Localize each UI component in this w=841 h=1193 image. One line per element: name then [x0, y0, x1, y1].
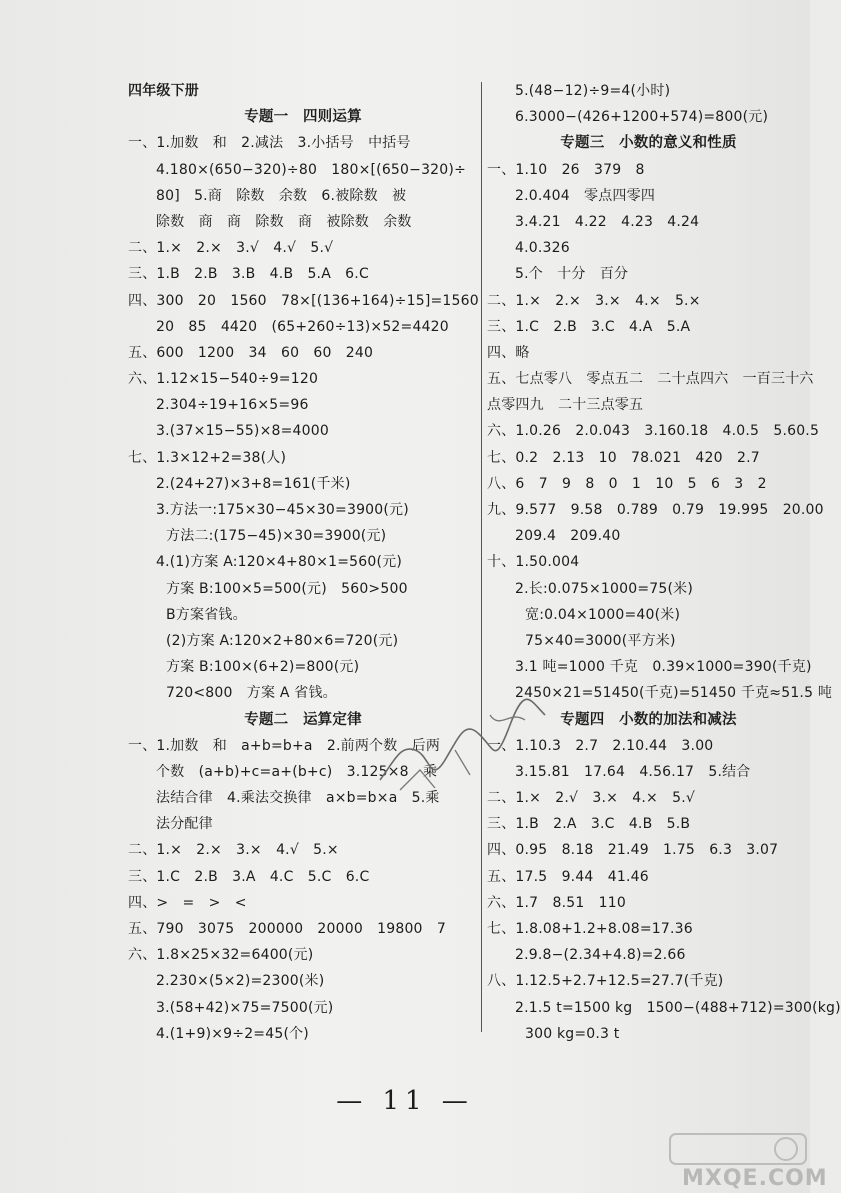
answer-line: 点零四九 二十三点零五 — [487, 397, 644, 414]
answer-line: 3.(37×15−55)×8=4000 — [156, 423, 329, 440]
answer-line: 2.0.404 零点四零四 — [515, 187, 656, 204]
answer-line: 2.230×(5×2)=2300(米) — [156, 973, 325, 990]
right-column — [487, 78, 841, 1047]
answer-line: B方案省钱。 — [166, 606, 247, 623]
section-title: 专题一 四则运算 — [244, 109, 362, 126]
answer-line: 五、七点零八 零点五二 二十点四六 一百三十六 — [487, 371, 814, 388]
answer-line: 3.方法一:175×30−45×30=3900(元) — [156, 502, 409, 518]
answer-line: 宽:0.04×1000=40(米) — [525, 606, 681, 623]
answer-line: 八、1.12.5+2.7+12.5=27.7(千克) — [487, 973, 724, 990]
answer-line: 4.(1)方案 A:120×4+80×1=560(元) — [156, 554, 403, 571]
column-divider — [481, 82, 482, 1032]
answer-line: 2.1.5 t=1500 kg 1500−(488+712)=300(kg) — [515, 999, 841, 1016]
answer-line: 5.个 十分 百分 — [515, 266, 629, 283]
answer-line: 方案 B:100×(6+2)=800(元) — [166, 659, 360, 676]
answer-line: 九、9.577 9.58 0.789 0.79 19.995 20.00 — [487, 502, 824, 518]
answer-line: 一、1.10 26 379 8 — [487, 161, 645, 178]
answer-line: 方法二:(175−45)×30=3900(元) — [166, 528, 387, 545]
answer-line: 三、1.C 2.B 3.A 4.C 5.C 6.C — [128, 868, 370, 885]
answer-line: 四、略 — [487, 344, 530, 361]
answer-line: 2.(24+27)×3+8=161(千米) — [156, 475, 351, 492]
answer-line: 七、0.2 2.13 10 78.021 420 2.7 — [487, 449, 760, 466]
handwritten-scribble — [360, 690, 560, 810]
answer-line: 3.1 吨=1000 千克 0.39×1000=390(千克) — [515, 659, 812, 676]
answer-line: 六、1.7 8.51 110 — [487, 894, 626, 911]
answer-line: 三、1.C 2.B 3.C 4.A 5.A — [487, 318, 691, 335]
answer-line: 六、1.0.26 2.0.043 3.160.18 4.0.5 5.60.5 — [487, 423, 820, 440]
answer-line: 300 kg=0.3 t — [525, 1025, 620, 1042]
answer-line: 除数 商 商 除数 商 被除数 余数 — [156, 213, 412, 230]
answer-line: 七、1.8.08+1.2+8.08=17.36 — [487, 921, 693, 937]
answer-line: 六、1.12×15−540÷9=120 — [128, 371, 319, 388]
answer-line: 十、1.50.004 — [487, 554, 580, 571]
answer-line: 3.4.21 4.22 4.23 4.24 — [515, 213, 700, 230]
answer-line: 二、1.× 2.× 3.× 4.√ 5.× — [128, 842, 339, 859]
answer-line: 4.(1+9)×9÷2=45(个) — [156, 1025, 309, 1042]
answer-line: 方案 B:100×5=500(元) 560>500 — [166, 580, 408, 597]
answer-line: 二、1.× 2.√ 3.× 4.× 5.√ — [487, 790, 696, 807]
answer-line: 5.(48−12)÷9=4(小时) — [515, 83, 671, 99]
answer-line: 五、17.5 9.44 41.46 — [487, 868, 649, 885]
answer-line: 法结合律 4.乘法交换律 a×b=b×a 5.乘 — [156, 790, 440, 807]
answer-line: 八、6 7 9 8 0 1 10 5 6 3 2 — [487, 475, 767, 492]
page-number: — 11 — — [336, 1086, 474, 1116]
answer-line: 法分配律 — [156, 816, 213, 833]
answer-line: 209.4 209.40 — [515, 528, 621, 545]
answer-line: 3.15.81 17.64 4.56.17 5.结合 — [515, 763, 751, 780]
answer-line: 720<800 方案 A 省钱。 — [166, 685, 337, 702]
answer-line: 2.长:0.075×1000=75(米) — [515, 580, 693, 597]
answer-line: 6.3000−(426+1200+574)=800(元) — [515, 109, 769, 126]
answer-line: 3.(58+42)×75=7500(元) — [156, 999, 334, 1016]
answer-line: 4.0.326 — [515, 240, 570, 257]
answer-line: 三、1.B 2.B 3.B 4.B 5.A 6.C — [128, 266, 369, 283]
watermark-site: MXQE.COM — [682, 1166, 828, 1191]
answer-line: 2.9.8−(2.34+4.8)=2.66 — [515, 947, 686, 964]
answer-line: 一、1.10.3 2.7 2.10.44 3.00 — [487, 737, 714, 754]
answer-line: 五、600 1200 34 60 60 240 — [128, 344, 374, 361]
answer-line: 四、300 20 1560 78×[(136+164)÷15]=1560 — [128, 292, 479, 309]
answer-line: 三、1.B 2.A 3.C 4.B 5.B — [487, 816, 691, 833]
answer-line: 五、790 3075 200000 20000 19800 7 — [128, 921, 446, 937]
answer-line: 一、1.加数 和 a+b=b+a 2.前两个数 后两 — [128, 737, 441, 754]
answer-line: (2)方案 A:120×2+80×6=720(元) — [166, 632, 399, 649]
answer-line: 20 85 4420 (65+260÷13)×52=4420 — [156, 318, 449, 335]
answer-line: 80] 5.商 除数 余数 6.被除数 被 — [156, 187, 407, 204]
answer-line: 4.180×(650−320)÷80 180×[(650−320)÷ — [156, 161, 466, 178]
answer-line: 六、1.8×25×32=6400(元) — [128, 947, 314, 964]
answer-line: 二、1.× 2.× 3.√ 4.√ 5.√ — [128, 240, 334, 257]
section-title: 专题二 运算定律 — [244, 711, 362, 728]
answer-line: 一、1.加数 和 2.减法 3.小括号 中括号 — [128, 135, 411, 152]
grade-heading: 四年级下册 — [128, 83, 199, 99]
section-title: 专题三 小数的意义和性质 — [560, 135, 737, 152]
answer-line: 2450×21=51450(千克)=51450 千克≈51.5 吨 — [515, 685, 833, 702]
left-column — [128, 78, 478, 1047]
answer-line: 75×40=3000(平方米) — [525, 632, 676, 649]
answer-line: 四、> = > < — [128, 894, 247, 911]
answer-line: 七、1.3×12+2=38(人) — [128, 449, 287, 466]
answer-line: 个数 (a+b)+c=a+(b+c) 3.125×8 乘 — [156, 763, 438, 780]
section-title: 专题四 小数的加法和减法 — [560, 711, 737, 728]
answer-line: 二、1.× 2.× 3.× 4.× 5.× — [487, 292, 701, 309]
answer-line: 2.304÷19+16×5=96 — [156, 397, 309, 414]
answer-line: 四、0.95 8.18 21.49 1.75 6.3 3.07 — [487, 842, 779, 859]
